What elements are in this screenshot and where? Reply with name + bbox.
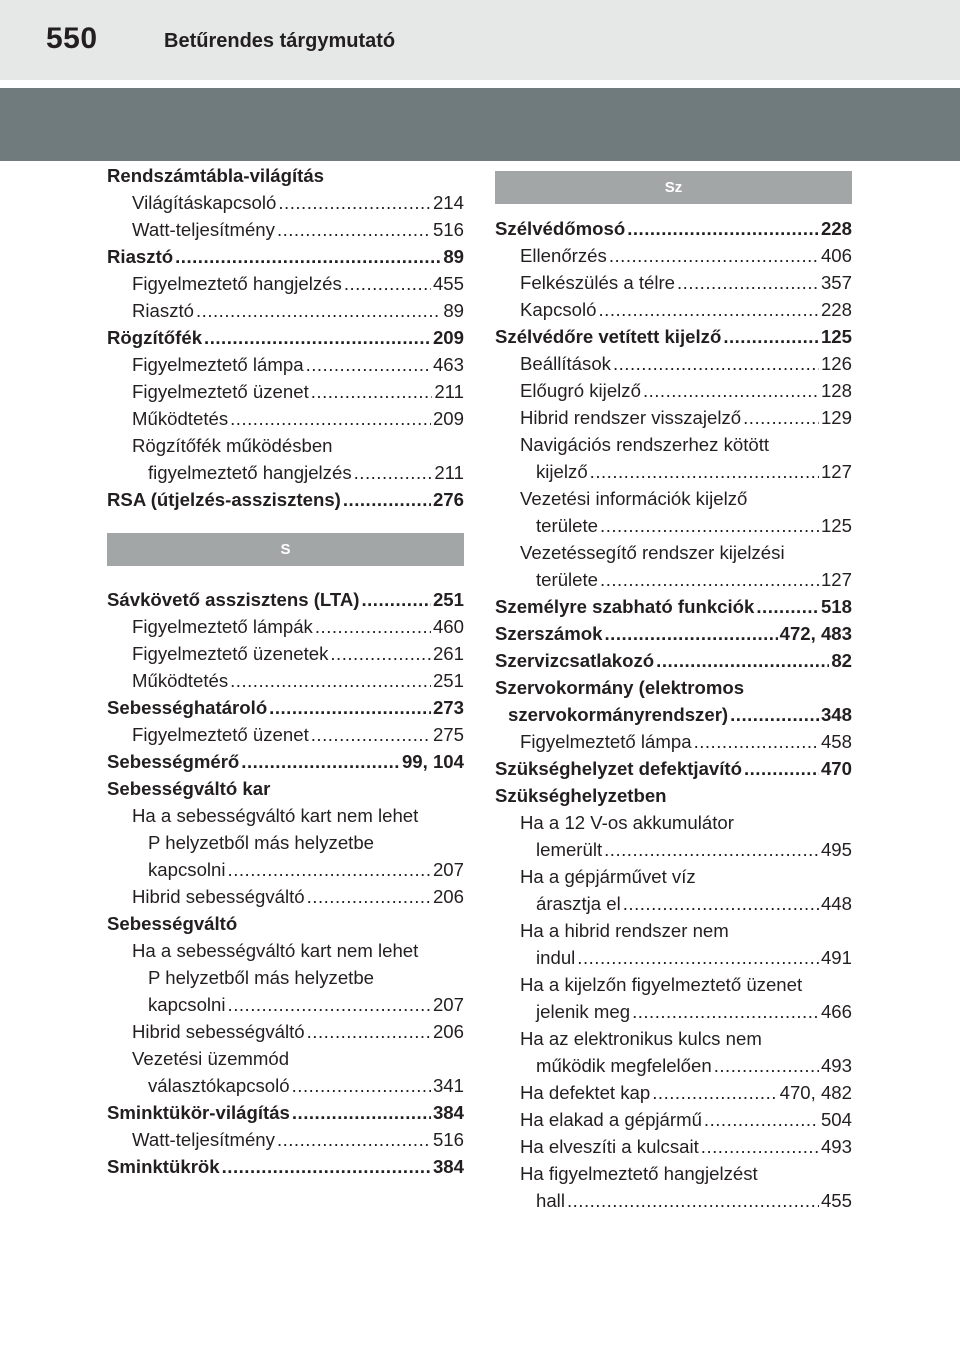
page-ref: 384 (432, 1102, 464, 1123)
index-subentry: Ellenőrzés ..... 406 (495, 242, 852, 269)
index-entry: Szükséghelyzetben (495, 785, 667, 806)
index-subentry: Watt-teljesítmény ..... 516 (107, 216, 464, 243)
index-subentry-cont: kapcsolni ..... 207 (107, 991, 464, 1018)
page-ref: 384 (432, 1156, 464, 1177)
index-subentry: Ha elveszíti a kulcsait ..... 493 (495, 1133, 852, 1160)
page-ref: 89 (443, 246, 464, 267)
page-ref: 209 (432, 408, 464, 429)
index-entry: Rendszámtábla-világítás (107, 165, 324, 186)
page-ref: 209 (432, 327, 464, 348)
index-subentry: Riasztó ..... 89 (107, 297, 464, 324)
index-subentry-cont: területe ..... 125 (495, 512, 852, 539)
page-ref: 470, 482 (779, 1082, 852, 1103)
index-subentry: Watt-teljesítmény ..... 516 (107, 1126, 464, 1153)
index-entry: Sebességmérő ..... 99, 104 (107, 748, 464, 775)
page-ref: 228 (820, 299, 852, 320)
index-entry: Rögzítőfék ..... 209 (107, 324, 464, 351)
page-ref: 126 (820, 353, 852, 374)
index-entry: Szélvédőmosó ..... 228 (495, 215, 852, 242)
index-subentry-cont: jelenik meg ..... 466 (495, 998, 852, 1025)
page-number: 550 (46, 22, 98, 55)
index-entry: Szervizcsatlakozó ..... 82 (495, 647, 852, 674)
index-subentry-cont: figyelmeztető hangjelzés ..... 211 (107, 459, 464, 486)
page-ref: 273 (432, 697, 464, 718)
index-entry: Sminktükör-világítás ..... 384 (107, 1099, 464, 1126)
page-ref: 214 (432, 192, 464, 213)
page-ref: 211 (434, 462, 464, 483)
page-ref: 455 (432, 273, 464, 294)
page-ref: 128 (820, 380, 852, 401)
page-ref: 491 (820, 947, 852, 968)
index-subentry: Világításkapcsoló ..... 214 (107, 189, 464, 216)
index-entry: Szervokormány (elektromos (495, 677, 745, 698)
page-ref: 493 (820, 1055, 852, 1076)
page-ref: 493 (820, 1136, 852, 1157)
index-subentry: Kapcsoló ..... 228 (495, 296, 852, 323)
index-subentry-cont: működik megfelelően ..... 493 (495, 1052, 852, 1079)
page-ref: 406 (820, 245, 852, 266)
index-subentry: Felkészülés a télre ..... 357 (495, 269, 852, 296)
index-subentry: Ha a sebességváltó kart nem lehet (132, 805, 419, 826)
page-header-bar (0, 0, 960, 80)
index-subentry: Hibrid sebességváltó ..... 206 (107, 883, 464, 910)
index-subentry: Hibrid rendszer visszajelző ..... 129 (495, 404, 852, 431)
index-entry: Személyre szabható funkciók ..... 518 (495, 593, 852, 620)
index-subentry: Beállítások ..... 126 (495, 350, 852, 377)
index-subentry: Előugró kijelző ..... 128 (495, 377, 852, 404)
index-subentry-cont: választókapcsoló ..... 341 (107, 1072, 464, 1099)
page-ref: 276 (432, 489, 464, 510)
index-subentry-cont: területe ..... 127 (495, 566, 852, 593)
index-entry: Sminktükrök ..... 384 (107, 1153, 464, 1180)
header-band (0, 88, 960, 161)
page-ref: 495 (820, 839, 852, 860)
index-subentry: Ha elakad a gépjármű ..... 504 (495, 1106, 852, 1133)
page-ref: 357 (820, 272, 852, 293)
index-subentry: Működtetés ..... 209 (107, 405, 464, 432)
page-ref: 455 (820, 1190, 852, 1211)
page-ref: 127 (820, 461, 852, 482)
page-ref: 261 (432, 643, 464, 664)
index-subentry: Figyelmeztető üzenetek ..... 261 (107, 640, 464, 667)
index-subentry: Ha a gépjárművet víz (520, 866, 696, 887)
page-ref: 251 (432, 670, 464, 691)
index-subentry: Ha a sebességváltó kart nem lehet (132, 940, 419, 961)
page-ref: 99, 104 (401, 751, 464, 772)
index-subentry: Ha a hibrid rendszer nem (520, 920, 729, 941)
index-subentry: Rögzítőfék működésben (132, 435, 333, 456)
index-entry: Szélvédőre vetített kijelző ..... 125 (495, 323, 852, 350)
page-ref: 127 (820, 569, 852, 590)
index-subentry: Ha defektet kap ..... 470, 482 (495, 1079, 852, 1106)
index-subentry: Ha a 12 V-os akkumulátor (520, 812, 734, 833)
index-subentry-cont: P helyzetből más helyzetbe (148, 832, 375, 853)
index-subentry-cont: kijelző ..... 127 (495, 458, 852, 485)
page-ref: 129 (820, 407, 852, 428)
page-ref: 458 (820, 731, 852, 752)
index-entry: Riasztó ..... 89 (107, 243, 464, 270)
index-entry: Sebességváltó (107, 913, 238, 934)
index-subentry-cont: hall ..... 455 (495, 1187, 852, 1214)
index-entry: Szerszámok ..... 472, 483 (495, 620, 852, 647)
page-ref: 89 (443, 300, 464, 321)
index-subentry: Figyelmeztető üzenet ..... 275 (107, 721, 464, 748)
page-ref: 472, 483 (779, 623, 852, 644)
index-entry: RSA (útjelzés-asszisztens) ..... 276 (107, 486, 464, 513)
index-subentry: Vezetési információk kijelző (520, 488, 748, 509)
index-subentry: Figyelmeztető lámpák ..... 460 (107, 613, 464, 640)
page-ref: 251 (432, 589, 464, 610)
page-ref: 82 (831, 650, 852, 671)
page-ref: 348 (820, 704, 852, 725)
index-entry-cont: szervokormányrendszer) ..... 348 (495, 701, 852, 728)
page-ref: 518 (820, 596, 852, 617)
page-ref: 460 (432, 616, 464, 637)
index-subentry-cont: lemerült ..... 495 (495, 836, 852, 863)
index-subentry-cont: árasztja el ..... 448 (495, 890, 852, 917)
page-ref: 125 (820, 326, 852, 347)
index-subentry: Ha az elektronikus kulcs nem (520, 1028, 762, 1049)
index-column-left (107, 162, 464, 1180)
page-title: Betűrendes tárgymutató (164, 30, 396, 52)
index-subentry: Ha a kijelzőn figyelmeztető üzenet (520, 974, 803, 995)
index-entry: Sebességhatároló ..... 273 (107, 694, 464, 721)
page-ref: 206 (432, 886, 464, 907)
page-ref: 125 (820, 515, 852, 536)
index-subentry: Vezetéssegítő rendszer kijelzési (520, 542, 785, 563)
page-ref: 228 (820, 218, 852, 239)
index-subentry: Ha figyelmeztető hangjelzést (520, 1163, 758, 1184)
section-header-s: S (107, 533, 464, 566)
index-subentry: Navigációs rendszerhez kötött (520, 434, 770, 455)
index-column-right (495, 171, 852, 1214)
page-ref: 275 (432, 724, 464, 745)
page-ref: 463 (432, 354, 464, 375)
page-ref: 448 (820, 893, 852, 914)
page-ref: 211 (434, 381, 464, 402)
index-subentry-cont: P helyzetből más helyzetbe (148, 967, 375, 988)
index-entry: Sávkövető asszisztens (LTA) ..... 251 (107, 586, 464, 613)
index-entry: Szükséghelyzet defektjavító ..... 470 (495, 755, 852, 782)
page-ref: 207 (432, 859, 464, 880)
page-ref: 206 (432, 1021, 464, 1042)
index-subentry-cont: indul ..... 491 (495, 944, 852, 971)
page-ref: 470 (820, 758, 852, 779)
section-header-sz: Sz (495, 171, 852, 204)
index-subentry: Figyelmeztető hangjelzés ..... 455 (107, 270, 464, 297)
page-ref: 516 (432, 1129, 464, 1150)
page-ref: 516 (432, 219, 464, 240)
index-subentry: Hibrid sebességváltó ..... 206 (107, 1018, 464, 1045)
page-ref: 207 (432, 994, 464, 1015)
index-subentry-cont: kapcsolni ..... 207 (107, 856, 464, 883)
index-subentry: Működtetés ..... 251 (107, 667, 464, 694)
index-entry: Sebességváltó kar (107, 778, 271, 799)
index-subentry: Figyelmeztető üzenet ..... 211 (107, 378, 464, 405)
index-subentry: Figyelmeztető lámpa ..... 463 (107, 351, 464, 378)
page-ref: 341 (432, 1075, 464, 1096)
index-subentry: Figyelmeztető lámpa ..... 458 (495, 728, 852, 755)
index-subentry: Vezetési üzemmód (132, 1048, 290, 1069)
page-ref: 466 (820, 1001, 852, 1022)
page-ref: 504 (820, 1109, 852, 1130)
